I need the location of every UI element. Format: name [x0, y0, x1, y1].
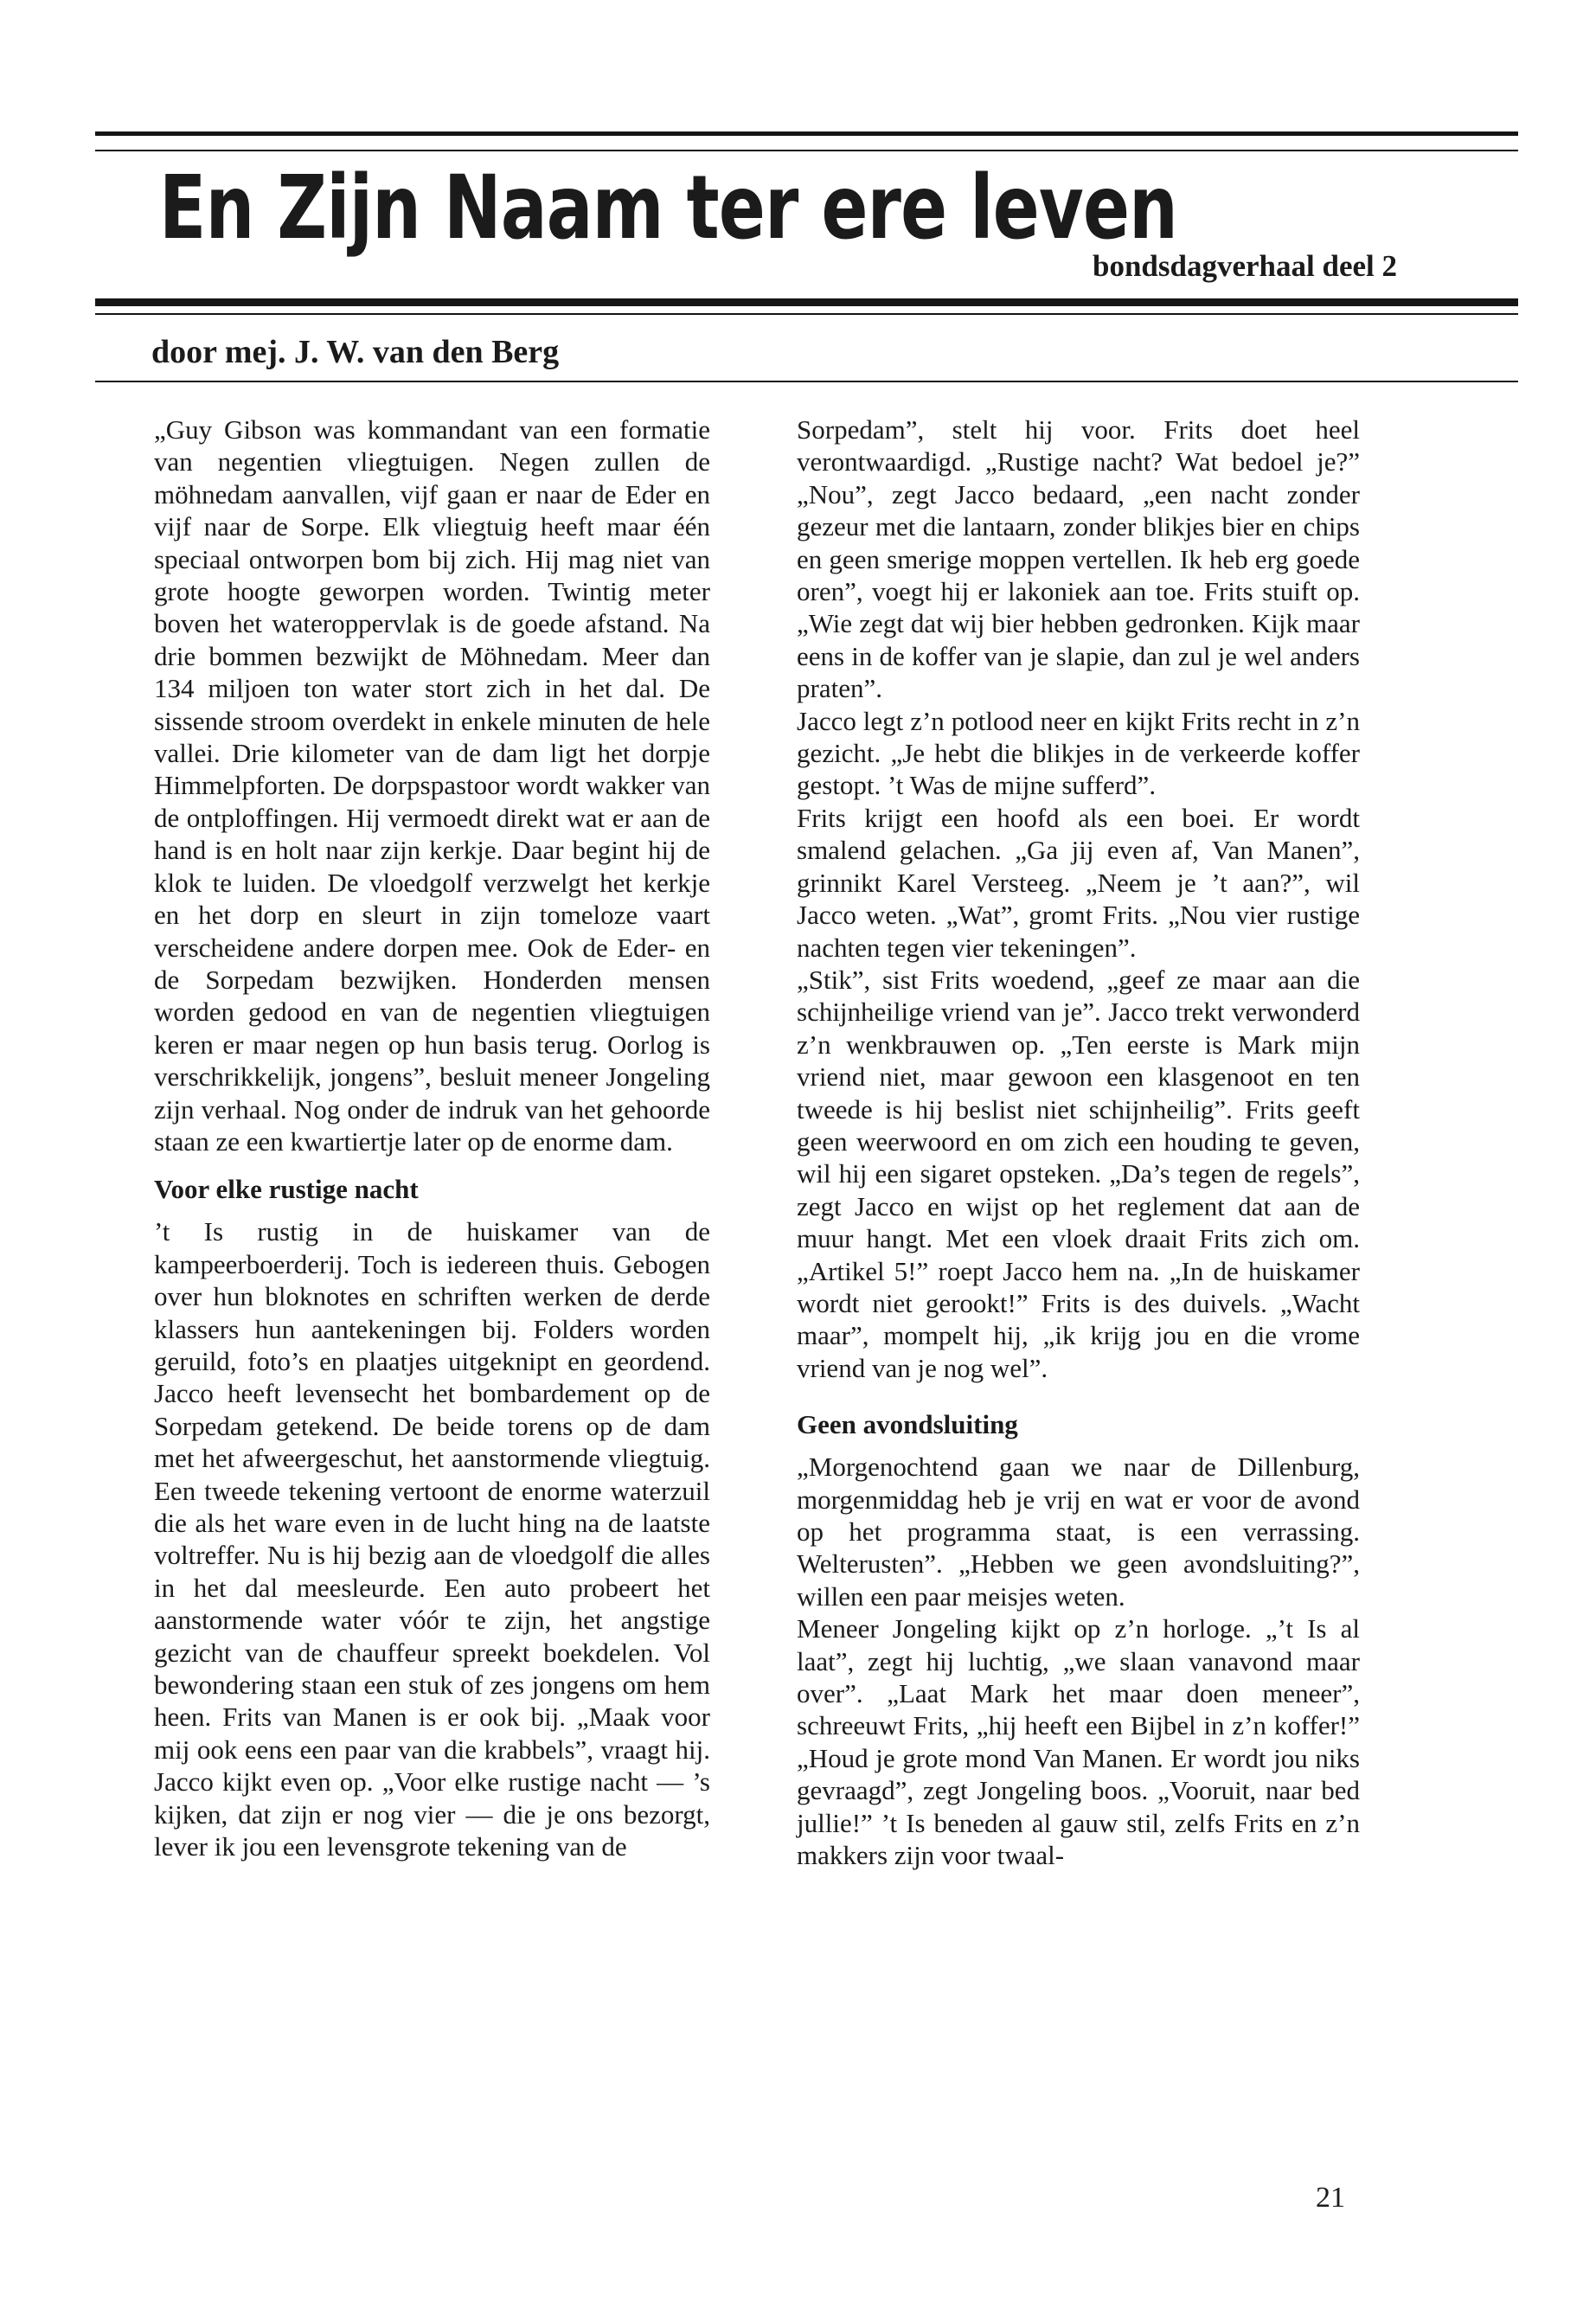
paragraph: Frits krijgt een hoofd als een boei. Er wordt smalend gelachen. „Ga jij even af, Van Manen”, grinnikt Karel Versteeg. „Neem je ’t aan?”, wil Jacco weten. „Wat”, gromt Frits. „Nou vier rustige nachten tegen vier tekeningen”.	[797, 802, 1360, 963]
header-rule-thick	[95, 298, 1518, 306]
paragraph: „Guy Gibson was kommandant van een formatie van negentien vliegtuigen. Negen zullen de möhnedam aanvallen, vijf gaan er naar de Eder en vijf naar de Sorpe. Elk vliegtuig heeft maar één speciaal ontworpen bom bij zich. Hij mag niet van grote hoogte geworpen worden. Twintig meter boven het wateroppervlak is de goede afstand. Na drie bommen bezwijkt de Möhnedam. Meer dan 134 miljoen ton water stort zich in het dal. De sissende stroom overdekt in enkele minuten de hele vallei. Drie kilometer van de dam ligt het dorpje Himmelpforten. De dorpspastoor wordt wakker van de ontploffingen. Hij vermoedt direkt wat er aan de hand is en holt naar zijn kerkje. Daar begint hij de klok te luiden. De vloedgolf verzwelgt het kerkje en het dorp en sleurt in zijn tomeloze vaart verscheidene andere dorpen mee. Ook de Eder- en de Sorpedam bezwijken. Honderden mensen worden gedood en van de negentien vliegtuigen keren er maar negen op hun basis terug. Oorlog is verschrikkelijk, jongens”, besluit meneer Jongeling zijn verhaal. Nog onder de indruk van het gehoorde staan ze een kwartiertje later op de enorme dam.	[154, 414, 710, 1157]
section-heading: Voor elke rustige nacht	[154, 1174, 419, 1205]
paragraph: Sorpedam”, stelt hij voor. Frits doet heel verontwaardigd. „Rustige nacht? Wat bedoel je?” „Nou”, zegt Jacco bedaard, „een nacht zonder gezeur met die lantaarn, zonder blikjes bier en chips en geen smerige moppen vertellen. Ik heb erg goede oren”, voegt hij er lakoniek aan toe. Frits stuift op. „Wie zegt dat wij bier hebben gedronken. Kijk maar eens in de koffer van je slapie, dan zul je wel anders praten”.	[797, 414, 1360, 704]
paragraph: „Morgenochtend gaan we naar de Dillenburg, morgenmiddag heb je vrij en wat er voor de avond op het programma staat, is een verrassing. Welterusten”. „Hebben we geen avondsluiting?”, willen een paar meisjes weten.	[797, 1452, 1360, 1612]
paragraph: „Stik”, sist Frits woedend, „geef ze maar aan die schijnheilige vriend van je”. Jacco trekt verwonderd z’n wenkbrauwen op. „Ten eerste is Mark mijn vriend niet, maar gewoon een klasgenoot en ten tweede is hij beslist niet schijnheilig”. Frits geeft geen weerwoord en om zich een houding te geven, wil hij een sigaret opsteken. „Da’s tegen de regels”, zegt Jacco en wijst op het reglement dat aan de muur hangt. Met een vloek draait Frits zich om. „Artikel 5!” roept Jacco hem na. „In de huiskamer wordt niet gerookt!” Frits is des duivels. „Wacht maar”, mompelt hij, „ik krijg jou en die vrome vriend van je nog wel”.	[797, 964, 1360, 1383]
page-number: 21	[1316, 2182, 1345, 2214]
top-rule-thick	[95, 131, 1518, 136]
section-heading: Geen avondsluiting	[797, 1409, 1018, 1440]
header-rule-thin	[95, 313, 1518, 315]
article-title: En Zijn Naam ter ere leven	[159, 157, 1178, 260]
article-column-left	[154, 413, 710, 1862]
article-column-right	[797, 413, 1360, 1871]
author-rule	[95, 381, 1518, 382]
paragraph: Meneer Jongeling kijkt op z’n horloge. „’t Is al laat”, zegt hij luchtig, „we slaan vanavond maar over”. „Laat Mark het maar doen meneer”, schreeuwt Frits, „hij heeft een Bijbel in z’n koffer!” „Houd je grote mond Van Manen. Er wordt jou niks gevraagd”, zegt Jongeling boos. „Vooruit, naar bed jullie!” ’t Is beneden al gauw stil, zelfs Frits en z’n makkers zijn voor twaal-	[797, 1613, 1360, 1871]
article-author: door mej. J. W. van den Berg	[151, 334, 560, 370]
paragraph: Jacco legt z’n potlood neer en kijkt Frits recht in z’n gezicht. „Je hebt die blikjes in de verkeerde koffer gestopt. ’t Was de mijne sufferd”.	[797, 705, 1360, 801]
paragraph: ’t Is rustig in de huiskamer van de kampeerboerderij. Toch is iedereen thuis. Gebogen over hun bloknotes en schriften werken de derde klassers hun aantekeningen bij. Folders worden geruild, foto’s en plaatjes uitgeknipt en geordend. Jacco heeft levensecht het bombardement op de Sorpedam getekend. De beide torens op de dam met het afweergeschut, het aanstormende vliegtuig. Een tweede tekening vertoont de enorme waterzuil die als het ware even in de lucht hing na de laatste voltreffer. Nu is hij bezig aan de vloedgolf die alles in het dal meesleurde. Een auto probeert het aanstormende water vóór te zijn, het angstige gezicht van de chauffeur spreekt boekdelen. Vol bewondering staan een stuk of zes jongens om hem heen. Frits van Manen is er ook bij. „Maak voor mij ook eens een paar van die krabbels”, vraagt hij. Jacco kijkt even op. „Voor elke rustige nacht — ’s kijken, dat zijn er nog vier — die je ons bezorgt, lever ik jou een levensgrote tekening van de	[154, 1216, 710, 1862]
top-rule-thin	[95, 150, 1518, 151]
article-subtitle: bondsdagverhaal deel 2	[1093, 249, 1397, 283]
